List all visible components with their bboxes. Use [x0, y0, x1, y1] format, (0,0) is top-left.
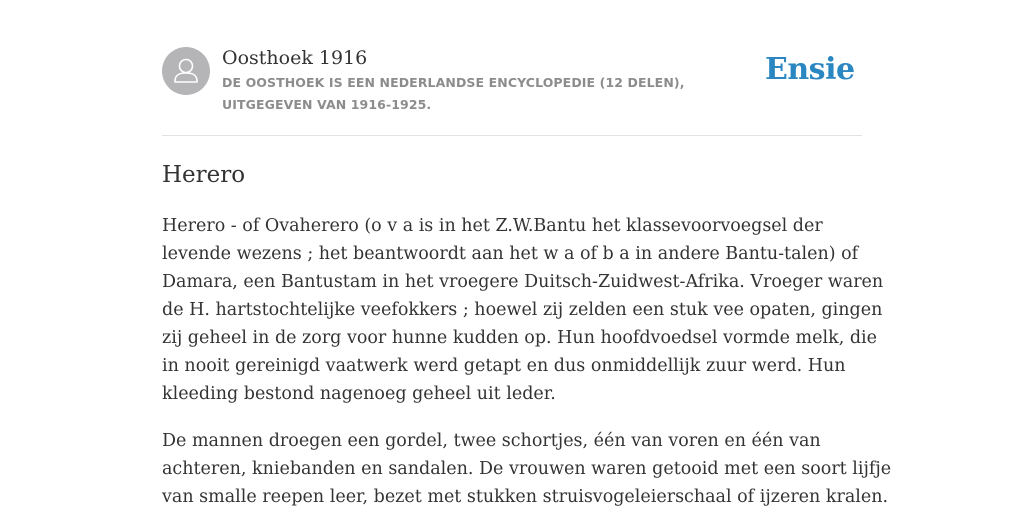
paragraph-line: zij geheel in de zorg voor hunne kudden op. Hun hoofdvoedsel vormde melk, die — [162, 328, 877, 348]
article-paragraph-1 — [162, 212, 884, 408]
avatar-silhouette-icon — [162, 47, 210, 95]
paragraph-line: de H. hartstochtelijke veefokkers ; hoewel zij zelden een stuk vee opaten, gingen — [162, 300, 883, 320]
article-title: Herero — [162, 162, 246, 188]
paragraph-line: van smalle reepen leer, bezet met stukken struisvogeleierschaal of ijzeren kralen. — [162, 487, 889, 507]
source-description: DE OOSTHOEK IS EEN NEDERLANDSE ENCYCLOPEDIE (12 DELEN), UITGEGEVEN VAN 1916-1925. — [222, 75, 685, 112]
source-header — [162, 46, 862, 116]
paragraph-line: Herero - of Ovaherero (o v a is in het Z.W.Bantu het klassevoorvoegsel der — [162, 216, 823, 236]
user-avatar-icon[interactable] — [162, 47, 210, 95]
paragraph-line: De mannen droegen een gordel, twee schortjes, één van voren en één van — [162, 431, 821, 451]
paragraph-line: levende wezens ; het beantwoordt aan het w a of b a in andere Bantu-talen) of — [162, 244, 859, 264]
paragraph-line: kleeding bestond nagenoeg geheel uit leder. — [162, 384, 556, 404]
ensie-logo[interactable]: Ensie — [765, 52, 855, 87]
source-title[interactable]: Oosthoek 1916 — [222, 47, 368, 69]
paragraph-line: Damara, een Bantustam in het vroegere Duitsch-Zuidwest-Afrika. Vroeger waren — [162, 272, 884, 292]
paragraph-line: in nooit gereinigd vaatwerk werd getapt en dus onmiddellijk zuur werd. Hun — [162, 356, 846, 376]
article-paragraph-2 — [162, 427, 892, 511]
paragraph-line: achteren, kniebanden en sandalen. De vrouwen waren getooid met een soort lijfje — [162, 459, 892, 479]
header-divider — [162, 135, 862, 136]
